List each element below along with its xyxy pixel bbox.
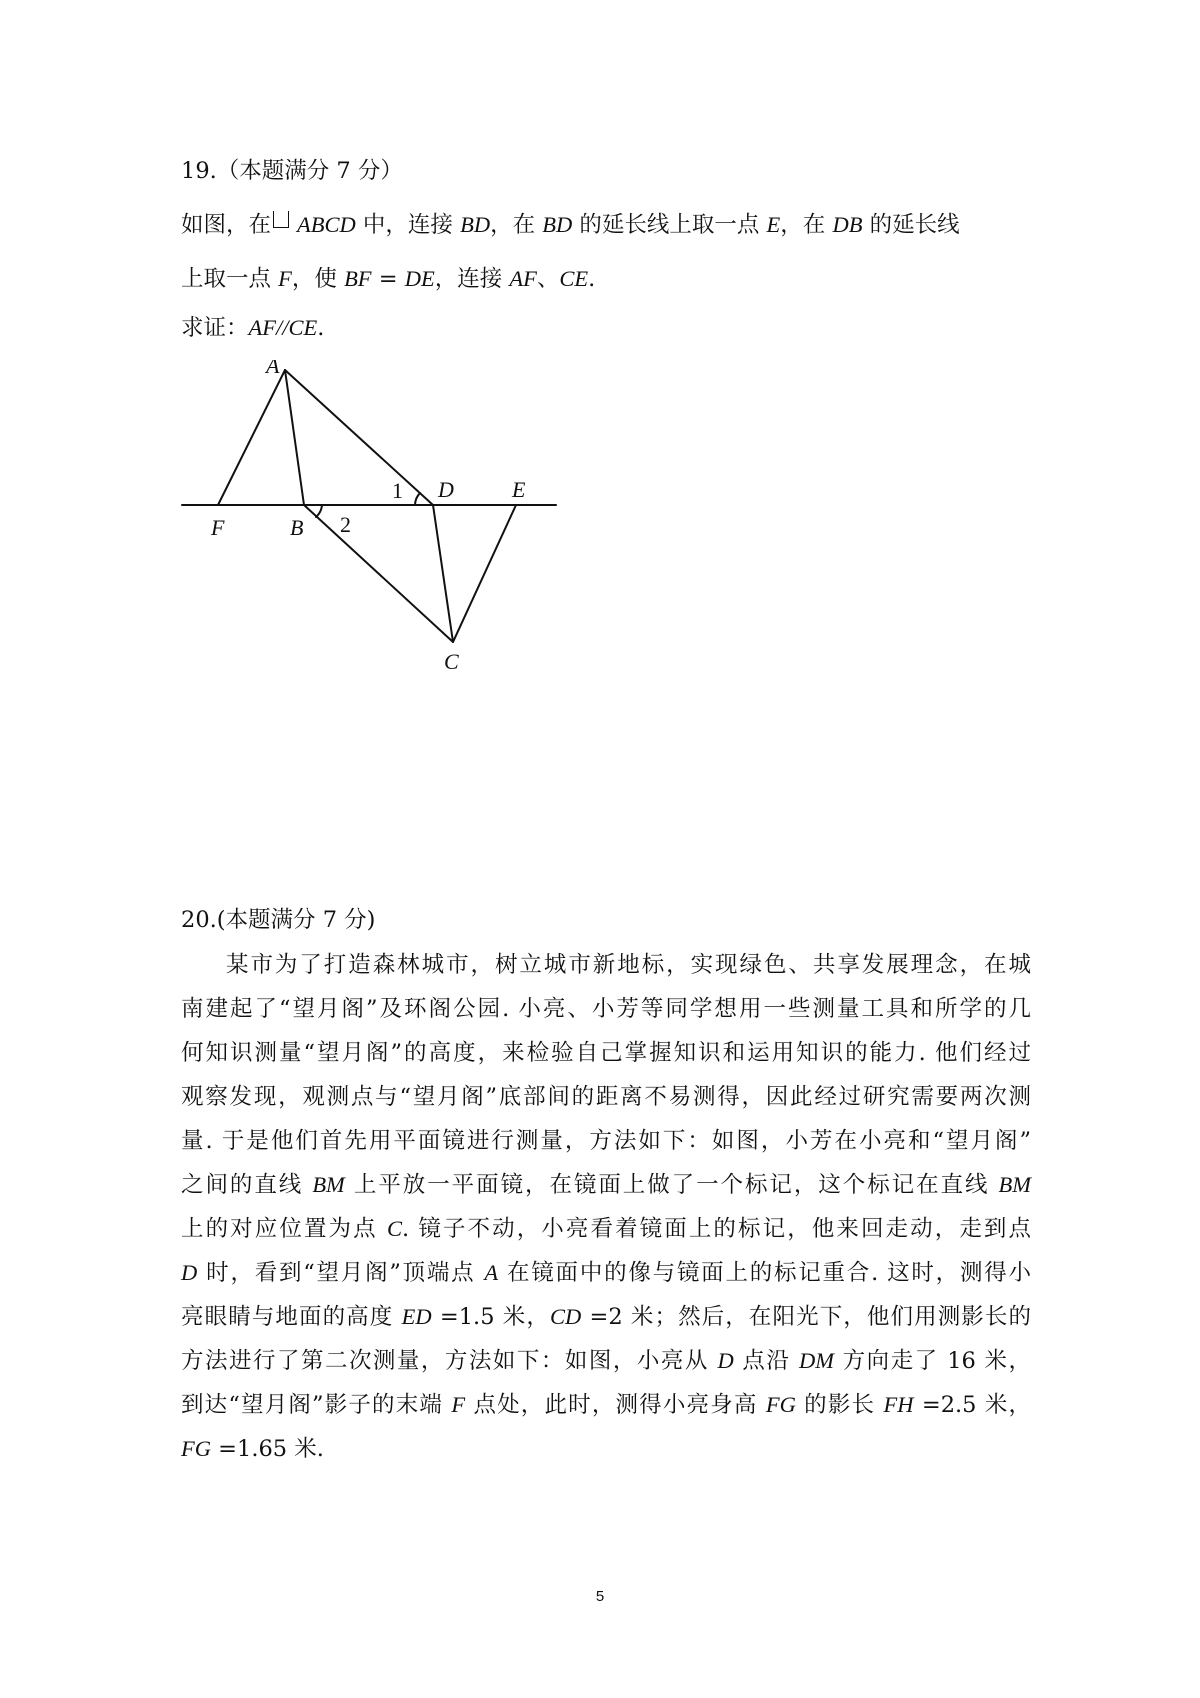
text: 如图，在 [181,212,272,238]
segment-bc [304,505,453,642]
q20-paragraph [181,950,1031,1478]
text: 的影长 [795,1392,884,1418]
text: 何知识测量“望月阁”的高度，来检验自己掌握知识和运用知识的能力. 他们经过 [181,1040,1031,1066]
parallelogram-symbol-icon [273,211,289,228]
angle-2-arc [316,505,322,517]
text: ，使 [291,266,345,292]
label-f: F [211,515,225,540]
text: 亮眼睛与地面的高度 [181,1304,402,1330]
text: 方法进行了第二次测量，方法如下：如图，小亮从 [181,1348,718,1374]
q20-line [181,1214,1031,1258]
q20-line [181,1346,1031,1390]
text: . [317,315,325,341]
text-italic: E [766,212,781,237]
text: 上取一点 [181,266,279,292]
text: 量. 于是他们首先用平面镜进行测量，方法如下：如图，小芳在小亮和“望月阁” [181,1128,1031,1154]
q19-line-3 [181,313,1031,343]
text-italic: BM [998,1172,1031,1197]
text: =2 米；然后，在阳光下，他们用测影长的 [581,1304,1031,1330]
text: =2.5 米， [913,1392,1031,1418]
q20-line [181,1434,1031,1478]
text: 中，连接 [355,212,461,238]
text: 点沿 [733,1348,799,1374]
q20-header: 20.(本题满分 7 分) [181,907,376,933]
text: 到达“望月阁”影子的末端 [181,1392,452,1418]
segment-ad [285,370,433,505]
text: . 镜子不动，小亮看着镜面上的标记，他来回走动，走到点 [401,1216,1031,1242]
text: 点处，此时，测得小亮身高 [465,1392,766,1418]
text: 时，看到“望月阁”顶端点 [197,1260,485,1286]
q19-line-1 [181,210,1031,240]
text-italic: D [181,1260,198,1285]
page-number: 5 [595,1588,605,1605]
text: 上平放一平面镜，在镜面上做了一个标记，这个标记在直线 [344,1172,999,1198]
text-italic: CD [549,1304,582,1329]
text: 某市为了打造森林城市，树立城市新地标，实现绿色、共享发展理念，在城 [226,952,1031,978]
label-d: D [438,477,454,502]
segment-ec [453,505,516,642]
label-c: C [444,649,459,674]
q20-line [181,1302,1031,1346]
text: 求证： [181,315,249,341]
angle-1-arc [415,493,420,505]
label-a: A [266,360,280,378]
text: 的延长线 [862,212,960,238]
text-italic: BD [460,212,491,237]
text: = [371,266,405,292]
text: 、 [536,266,560,292]
text-italic: DE [404,266,435,291]
text: ，在 [780,212,833,238]
text-italic: FG [181,1436,211,1461]
text: ，连接 [434,266,510,292]
text: 的延长线上取一点 [572,212,767,238]
label-angle-1: 1 [392,478,403,503]
text: ，在 [490,212,543,238]
text-italic: DB [832,212,863,237]
text: =1.65 米. [211,1436,324,1462]
q19-geometry-figure [170,360,570,680]
segment-dc [433,505,453,642]
text-italic: BD [542,212,573,237]
text-italic: F [278,266,292,291]
text-italic: CE [559,266,589,291]
text: 之间的直线 [181,1172,313,1198]
text-italic: AF [509,266,537,291]
q20-line [181,1390,1031,1434]
label-e: E [512,477,526,502]
q20-line [181,1258,1031,1302]
text-italic: DM [798,1348,834,1373]
text-italic: C [386,1216,402,1241]
text-italic: BF [344,266,372,291]
q20-line [181,994,1031,1038]
text-italic: ABCD [297,212,356,237]
text-italic: BM [312,1172,345,1197]
text-italic: D [717,1348,734,1373]
segment-af [218,370,285,505]
text-italic: A [484,1260,499,1285]
q19-line-2 [181,264,1031,294]
q20-line [181,1126,1031,1170]
segment-ab [285,370,304,505]
text-italic: AF//CE [248,315,318,340]
label-angle-2: 2 [340,512,351,537]
q20-line [181,1038,1031,1082]
text-italic: F [451,1392,466,1417]
text: 南建起了“望月阁”及环阁公园. 小亮、小芳等同学想用一些测量工具和所学的几 [181,996,1031,1022]
text-italic: ED [401,1304,432,1329]
q20-line [181,1170,1031,1214]
text: . [588,266,596,292]
text: 在镜面中的像与镜面上的标记重合. 这时，测得小 [498,1260,1031,1286]
text: =1.5 米， [431,1304,550,1330]
text: 观察发现，观测点与“望月阁”底部间的距离不易测得，因此经过研究需要两次测 [181,1084,1031,1110]
text: 方向走了 16 米， [833,1348,1032,1374]
text: 上的对应位置为点 [181,1216,387,1242]
q20-line [181,1082,1031,1126]
q19-header: 19.（本题满分 7 分） [181,158,403,184]
text-italic: FH [883,1392,914,1417]
q20-line [181,950,1031,994]
text-italic: FG [765,1392,796,1417]
label-b: B [290,515,304,540]
